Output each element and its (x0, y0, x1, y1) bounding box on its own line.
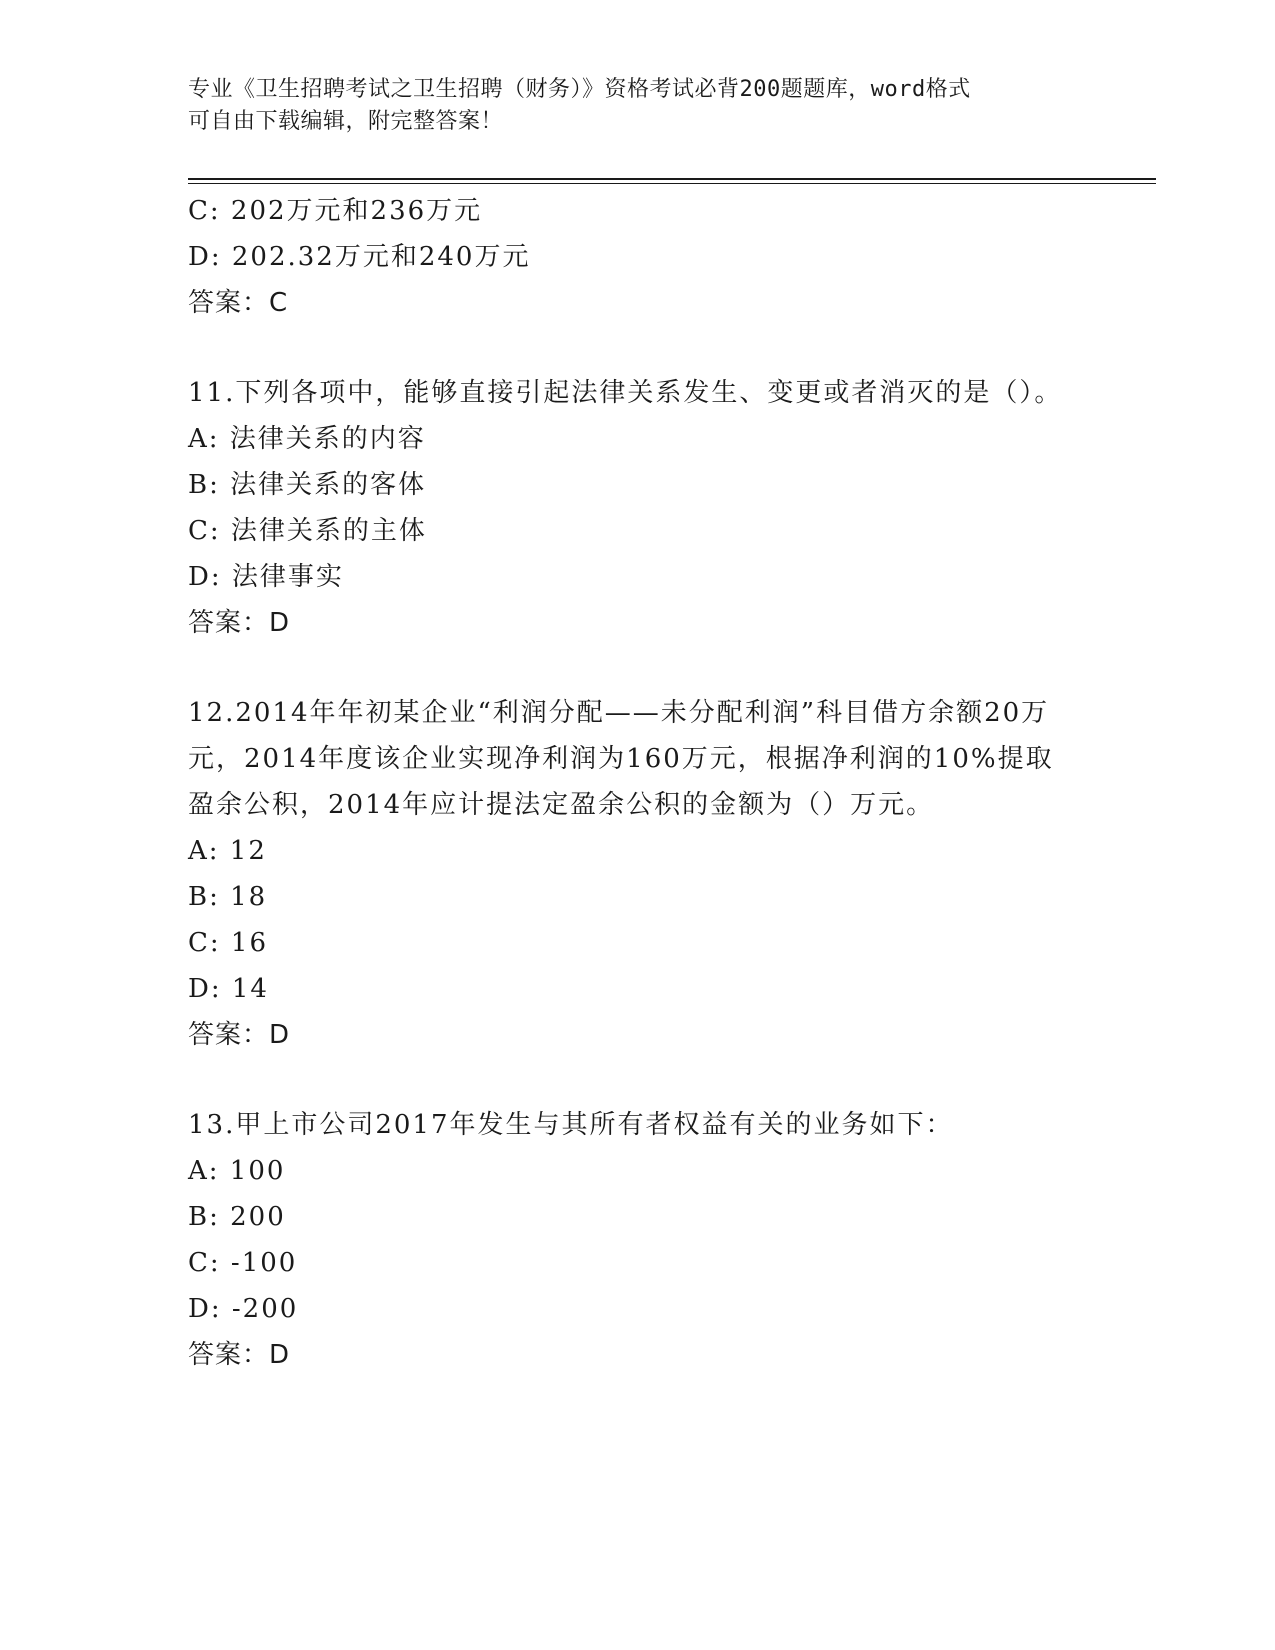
question-stem: 13.甲上市公司2017年发生与其所有者权益有关的业务如下： (188, 1110, 954, 1140)
option-d: D: 14 (188, 974, 269, 1004)
header-divider-thick (188, 178, 1156, 180)
option-b: B: 200 (188, 1202, 286, 1232)
option-b: B: 18 (188, 882, 268, 912)
option-d: D: 法律事实 (188, 562, 344, 592)
option-a: A: 12 (188, 836, 267, 866)
option-d: D: 202.32万元和240万元 (188, 242, 531, 272)
header-line-1: 专业《卫生招聘考试之卫生招聘（财务）》资格考试必背200题题库，word格式 (188, 77, 971, 102)
question-block-11 (188, 370, 1068, 646)
answer-line: 答案：D (188, 1020, 291, 1050)
answer-line: 答案：D (188, 1340, 291, 1370)
header-line-2: 可自由下载编辑，附完整答案！ (188, 109, 504, 134)
document-body (188, 188, 1068, 1378)
header-divider-thin (188, 183, 1156, 184)
question-block-12 (188, 690, 1068, 1058)
answer-line: 答案：C (188, 288, 289, 318)
question-stem: 11.下列各项中，能够直接引起法律关系发生、变更或者消灭的是（）。 (188, 378, 1063, 408)
option-c: C: 202万元和236万元 (188, 196, 483, 226)
option-c: C: 16 (188, 928, 269, 958)
option-a: A: 法律关系的内容 (188, 424, 426, 454)
answer-line: 答案：D (188, 608, 291, 638)
question-block-13 (188, 1102, 1068, 1378)
question-stem: 12.2014年年初某企业“利润分配——未分配利润”科目借方余额20万元，2014年度该企业实现净利润为160万元，根据净利润的10%提取盈余公积，2014年应计提法定盈余公积的金额为（）万元。 (188, 698, 1054, 820)
option-a: A: 100 (188, 1156, 286, 1186)
question-block-10-tail (188, 188, 1068, 326)
option-b: B: 法律关系的客体 (188, 470, 427, 500)
option-c: C: -100 (188, 1248, 298, 1278)
option-c: C: 法律关系的主体 (188, 516, 427, 546)
document-header (188, 74, 1088, 138)
option-d: D: -200 (188, 1294, 299, 1324)
